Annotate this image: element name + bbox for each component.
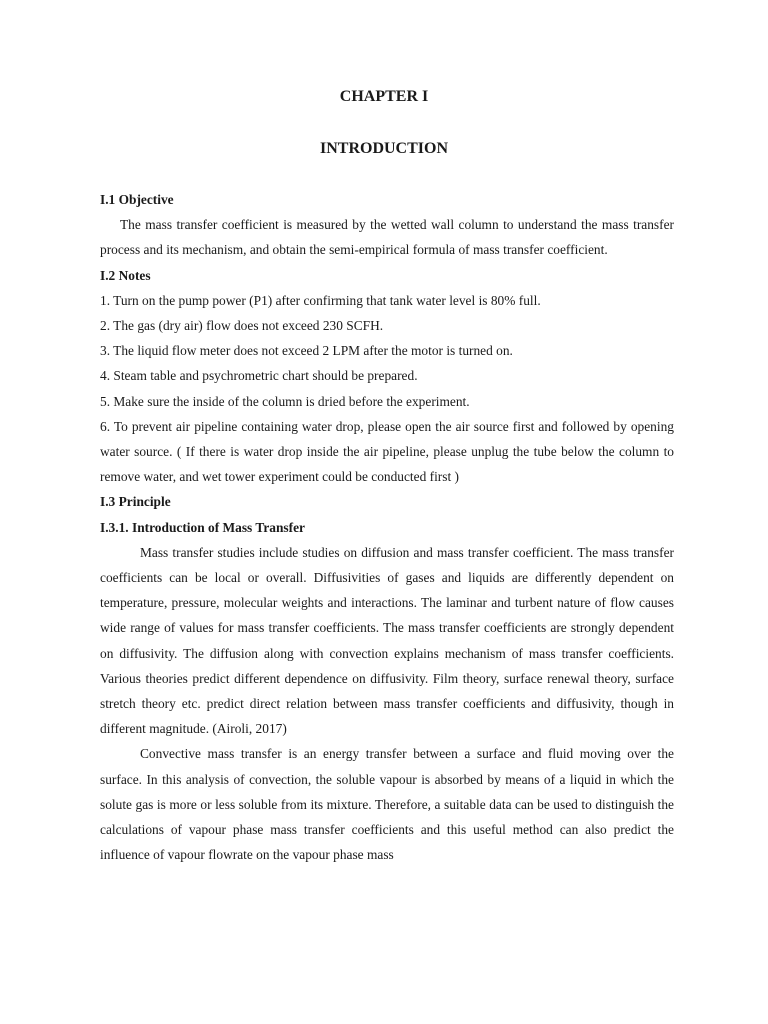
document-body <box>100 187 674 867</box>
chapter-label: CHAPTER I <box>339 88 429 105</box>
mass-transfer-paragraph: Mass transfer studies include studies on diffusion and mass transfer coefficient. The mass transfer coefficients can be local or overall. Diffusivities of gases and liquids are differently dependent on temperature, pressure, molecular weights and interactions. The laminar and turbent nature of flow causes wide range of values for mass transfer coefficients. The mass transfer coefficients are strongly dependent on diffusivity. The diffusion along with convection explains mechanism of mass transfer coefficients. Various theories predict different dependence on diffusivity. Film theory, surface renewal theory, surface stretch theory etc. predict direct relation between mass transfer coefficients and diffusivity, though in different magnitude. (Airoli, 2017) <box>100 544 674 737</box>
note-item: 4. Steam table and psychrometric chart should be prepared. <box>100 368 418 384</box>
section-heading-principle: I.3 Principle <box>100 494 171 510</box>
chapter-title: INTRODUCTION <box>319 140 448 157</box>
note-item: 2. The gas (dry air) flow does not exceed 230 SCFH. <box>100 318 384 334</box>
note-item: 6. To prevent air pipeline containing water drop, please open the air source first and followed by opening water source. ( If there is water drop inside the air pipeline, please unplug the tube below the column to remove water, and wet tower experiment could be conducted first ) <box>100 418 674 485</box>
note-item: 5. Make sure the inside of the column is dried before the experiment. <box>100 393 470 409</box>
convective-mass-transfer-paragraph: Convective mass transfer is an energy transfer between a surface and fluid moving over the surface. In this analysis of convection, the soluble vapour is absorbed by means of a liquid in which the solute gas is more or less soluble from its mixture. Therefore, a suitable data can be used to distinguish the calculations of vapour phase mass transfer coefficients and this useful method can also predict the influence of vapour flowrate on the vapour phase mass <box>100 746 674 863</box>
note-item: 3. The liquid flow meter does not exceed 2 LPM after the motor is turned on. <box>100 343 513 359</box>
section-heading-notes: I.2 Notes <box>100 267 151 283</box>
subsection-heading-mass-transfer: I.3.1. Introduction of Mass Transfer <box>100 519 305 535</box>
section-heading-objective: I.1 Objective <box>100 192 174 207</box>
objective-paragraph: The mass transfer coefficient is measured by the wetted wall column to understand the mass transfer process and its mechanism, and obtain the semi-empirical formula of mass transfer coefficient. <box>100 217 674 258</box>
note-item: 1. Turn on the pump power (P1) after confirming that tank water level is 80% full. <box>100 292 541 308</box>
